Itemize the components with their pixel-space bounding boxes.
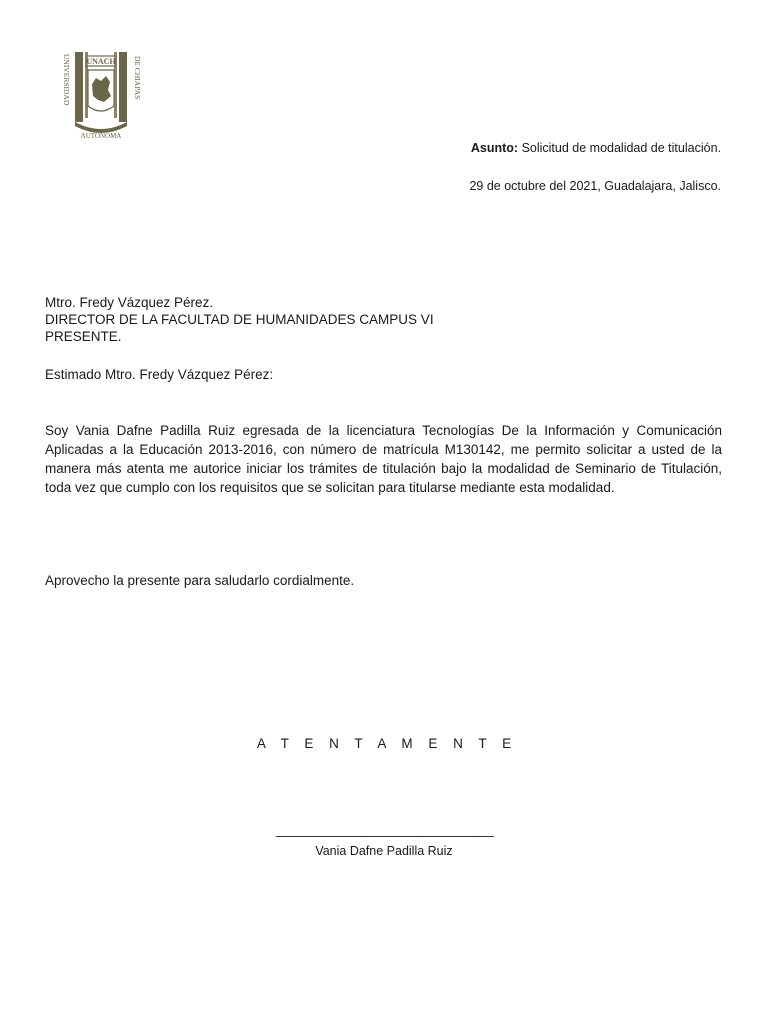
date-place: 29 de octubre del 2021, Guadalajara, Jalisco. xyxy=(469,179,721,193)
recipient-block xyxy=(45,294,434,345)
subject-label: Asunto: xyxy=(470,141,519,155)
logo-name-text: UNACH xyxy=(86,57,116,66)
salutation: Estimado Mtro. Fredy Vázquez Pérez: xyxy=(45,367,274,382)
university-seal-icon xyxy=(55,44,147,140)
recipient-name: Mtro. Fredy Vázquez Pérez. xyxy=(45,295,214,310)
signature-line: _______________________________ xyxy=(276,822,494,837)
recipient-position: DIRECTOR DE LA FACULTAD DE HUMANIDADES CAMPUS VI xyxy=(45,312,434,327)
logo-arc-left-text: UNIVERSIDAD xyxy=(62,54,71,106)
logo-bottom-text: AUTONOMA xyxy=(80,132,122,140)
body-paragraph: Soy Vania Dafne Padilla Ruiz egresada de la licenciatura Tecnologías De la Información y Comunicación Aplicadas a la Educación 2013-2016, con número de matrícula M130142, me permito solicitar a usted de la manera más atenta me autorice iniciar los trámites de titulación bajo la modalidad de Seminario de Titulación, toda vez que cumplo con los requisitos que se solicitan para titularse mediante esta modalidad. xyxy=(45,423,722,495)
logo-arc-right-text: DE CHIAPAS xyxy=(133,56,142,100)
subject-line xyxy=(471,141,721,155)
recipient-presente: PRESENTE. xyxy=(45,329,122,344)
signer-name: Vania Dafne Padilla Ruiz xyxy=(315,844,453,858)
subject-text: Solicitud de modalidad de titulación. xyxy=(521,141,721,155)
university-logo xyxy=(55,44,147,140)
closing-paragraph: Aprovecho la presente para saludarlo cordialmente. xyxy=(45,573,355,588)
sign-off: A T E N T A M E N T E xyxy=(256,736,518,751)
